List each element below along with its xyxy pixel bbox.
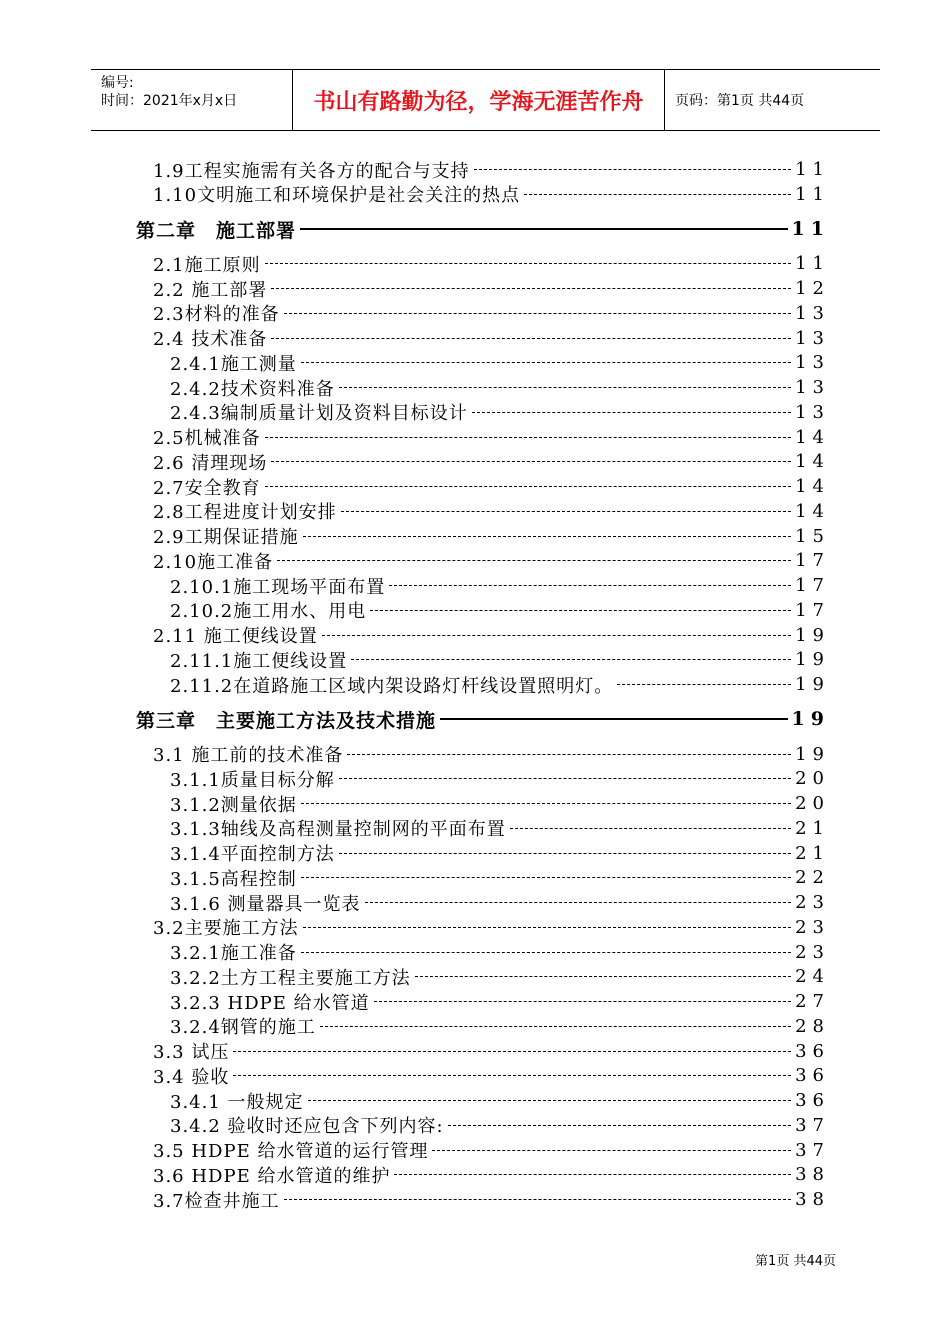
toc-leader-line [271,338,791,339]
toc-entry-title: 2.4.3编制质量计划及资料目标设计 [170,403,468,425]
toc-leader-line [432,1150,791,1151]
toc-leader-line [271,461,791,462]
toc-page-number: 11 [795,159,830,180]
toc-leader-line [277,560,791,561]
toc-page-number: 27 [795,991,830,1012]
toc-entry-title: 2.10.1施工现场平面布置 [170,576,386,598]
toc-page-number: 15 [795,525,830,547]
toc-page-number: 19 [795,649,830,671]
toc-leader-line [284,313,791,314]
toc-page-number: 14 [795,500,830,522]
toc-entry-title: 3.4.1 一般规定 [170,1091,304,1113]
toc-entry-title: 2.7安全教育 [153,477,261,499]
toc-leader-line [510,828,791,829]
toc-entry-title: 1.9工程实施需有关各方的配合与支持 [153,160,470,182]
toc-page-number: 13 [795,401,830,423]
time-label: 时间：2021年x月x日 [101,93,238,109]
toc-page-number: 28 [795,1015,830,1037]
toc-entry[interactable] [153,251,830,276]
toc-page-number: 12 [795,278,830,299]
toc-leader-line [301,803,791,804]
toc-page-number: 13 [795,327,830,349]
toc-leader-line [472,412,791,413]
toc-entry-title: 3.6 HDPE 给水管道的维护 [153,1165,391,1187]
toc-page-number: 23 [795,916,830,938]
toc-page-number: 17 [795,550,830,572]
page-footer: 第1页 共44页 [755,1254,836,1269]
toc-page-number: 36 [795,1040,830,1062]
toc-chapter-entry[interactable] [136,217,830,242]
toc-entry-title: 3.7检查井施工 [153,1190,280,1212]
toc-leader-line [448,1125,792,1126]
toc-page-number: 19 [795,624,830,646]
toc-entry[interactable] [153,524,830,549]
toc-leader-line [303,536,791,537]
toc-page-number: 20 [795,768,830,790]
toc-leader-line [394,1174,791,1175]
toc-entry-title: 2.2 施工部署 [153,279,268,301]
toc-entry[interactable] [170,672,830,697]
toc-page-number: 21 [795,842,830,864]
toc-entry[interactable] [170,989,830,1014]
toc-leader-line [351,659,791,660]
toc-page-number: 11 [795,183,830,205]
toc-leader-line [374,1001,791,1002]
toc-entry[interactable] [170,1088,830,1113]
header-motto-cell [293,70,665,130]
toc-page-number: 23 [795,941,830,963]
toc-leader-line [341,511,791,512]
toc-entry[interactable] [170,890,830,915]
toc-entry-title: 2.5机械准备 [153,428,261,449]
toc-leader-line [265,486,791,487]
toc-leader-line [322,635,791,636]
toc-page-number: 14 [795,426,830,448]
toc-page-number: 14 [795,451,830,473]
toc-entry[interactable] [153,474,830,499]
toc-leader-line [389,585,791,586]
toc-entry[interactable] [170,375,830,400]
toc-entry-title: 3.1.3轴线及高程测量控制网的平面布置 [170,819,506,841]
toc-entry[interactable] [153,425,830,450]
toc-leader-line [320,1026,791,1027]
toc-leader-line [308,1100,792,1101]
toc-leader-line [301,362,791,363]
toc-page-number: 19 [795,743,830,765]
toc-leader-line [233,1051,791,1052]
toc-leader-line [339,778,791,779]
toc-entry-title: 3.2.4钢管的施工 [170,1017,316,1039]
toc-page-number: 17 [795,575,830,596]
toc-page-number: 13 [795,377,830,398]
toc-entry[interactable] [170,647,830,672]
toc-entry-title: 3.3 试压 [153,1042,230,1063]
toc-entry-title: 3.2.2土方工程主要施工方法 [170,967,411,989]
toc-page-number: 13 [795,352,830,374]
toc-leader-line [301,877,791,878]
toc-leader-line [347,754,791,755]
toc-leader-line [233,1075,791,1076]
toc-entry-title: 3.1.5高程控制 [170,868,297,890]
toc-page-number: 24 [795,966,830,988]
toc-entry-title: 2.10施工准备 [153,551,274,573]
toc-entry-title: 3.4 验收 [153,1066,230,1088]
toc-entry[interactable] [170,598,830,623]
toc-page-number: 38 [795,1189,830,1210]
toc-leader-line [300,228,788,230]
toc-leader-line [370,610,791,611]
toc-page-number: 11 [795,253,830,275]
toc-page-number: 37 [795,1114,830,1136]
toc-chapter-entry[interactable] [136,707,830,732]
toc-entry[interactable] [153,1187,830,1212]
toc-entry-title: 3.1.4平面控制方法 [170,844,335,865]
toc-page-number: 11 [791,218,830,240]
toc-entry-title: 2.3材料的准备 [153,304,280,326]
toc-entry-title: 2.4 技术准备 [153,329,268,350]
toc-entry[interactable] [153,548,830,573]
toc-entry[interactable] [153,623,830,648]
toc-page-number: 38 [795,1164,830,1186]
toc-leader-line [265,263,791,264]
toc-entry[interactable] [170,964,830,989]
toc-entry[interactable] [170,1014,830,1039]
toc-entry-title: 3.4.2 验收时还应包含下列内容: [170,1116,444,1138]
code-label: 编号: [101,75,134,91]
toc-entry-title: 2.4.1施工测量 [170,353,297,375]
toc-entry[interactable] [170,940,830,965]
header-info-cell [91,70,293,130]
toc-leader-line [474,169,791,170]
toc-leader-line [415,976,791,977]
toc-entry[interactable] [153,301,830,326]
toc-entry[interactable] [153,326,830,351]
toc-entry-title: 2.10.2施工用水、用电 [170,601,367,623]
toc-entry-title: 2.4.2技术资料准备 [170,378,335,400]
toc-page-number: 19 [791,708,830,731]
toc-entry-title: 3.5 HDPE 给水管道的运行管理 [153,1141,429,1162]
toc-entry-title: 1.10文明施工和环境保护是社会关注的热点 [153,185,521,207]
toc-leader-line [339,387,791,388]
toc-leader-line [440,718,788,720]
toc-page-number: 20 [795,793,830,814]
toc-leader-line [301,952,791,953]
toc-entry[interactable] [170,791,830,816]
toc-entry[interactable] [153,499,830,524]
header-page-info: 页码：第1页 共44页 [675,93,805,109]
toc-entry[interactable] [153,449,830,474]
toc-entry[interactable] [153,915,830,940]
toc-entry-title: 2.11 施工便线设置 [153,626,318,647]
toc-entry-title: 2.6 清理现场 [153,452,268,474]
page-header [91,69,880,131]
toc-entry[interactable] [170,350,830,375]
toc-entry-title: 3.2.3 HDPE 给水管道 [170,992,370,1014]
toc-entry[interactable] [153,157,830,182]
toc-entry-title: 2.9工期保证措施 [153,527,299,548]
toc-entry[interactable] [170,841,830,866]
toc-page-number: 36 [795,1065,830,1087]
toc-leader-line [524,194,791,195]
toc-page-number: 22 [795,867,830,889]
toc-leader-line [617,684,791,685]
toc-page-number: 37 [795,1139,830,1161]
toc-entry-title: 第二章 施工部署 [136,219,297,242]
toc-leader-line [271,288,791,289]
toc-entry[interactable] [153,1063,830,1088]
toc-entry[interactable] [153,1039,830,1064]
toc-leader-line [339,853,791,854]
toc-entry-title: 2.11.1施工便线设置 [170,650,348,672]
toc-entry-title: 2.8工程进度计划安排 [153,502,337,524]
toc-leader-line [365,902,792,903]
toc-entry-title: 3.1.1质量目标分解 [170,769,335,791]
toc-page-number: 13 [795,302,830,324]
header-page-cell [665,70,880,130]
toc-entry[interactable] [153,276,830,301]
toc-page-number: 19 [795,674,830,695]
toc-entry-title: 3.1.2测量依据 [170,794,297,816]
toc-entry-title: 2.11.2在道路施工区域内架设路灯杆线设置照明灯。 [170,675,614,697]
toc-entry[interactable] [170,400,830,425]
toc-entry[interactable] [170,865,830,890]
toc-entry-title: 第三章 主要施工方法及技术措施 [136,709,437,732]
toc-page-number: 21 [795,817,830,839]
toc-entry[interactable] [153,1138,830,1163]
toc-entry-title: 3.2主要施工方法 [153,918,299,940]
toc-entry-title: 3.1.6 测量器具一览表 [170,893,361,915]
toc-leader-line [303,927,791,928]
toc-entry[interactable] [153,742,830,767]
toc-entry[interactable] [170,816,830,841]
motto: 书山有路勤为径，学海无涯苦作舟 [313,89,644,115]
toc-entry[interactable] [153,1162,830,1187]
toc-leader-line [265,437,791,438]
toc-entry-title: 3.2.1施工准备 [170,943,297,964]
toc-page-number: 17 [795,599,830,621]
toc-entry-title: 2.1施工原则 [153,254,261,276]
toc-page-number: 23 [795,892,830,913]
toc-entry-title: 3.1 施工前的技术准备 [153,745,344,766]
toc-entry[interactable] [170,573,830,598]
toc-entry[interactable] [153,182,830,207]
toc-page-number: 14 [795,476,830,497]
toc-entry[interactable] [170,1113,830,1138]
toc-leader-line [284,1199,791,1200]
toc-entry[interactable] [170,766,830,791]
toc-page-number: 36 [795,1090,830,1111]
